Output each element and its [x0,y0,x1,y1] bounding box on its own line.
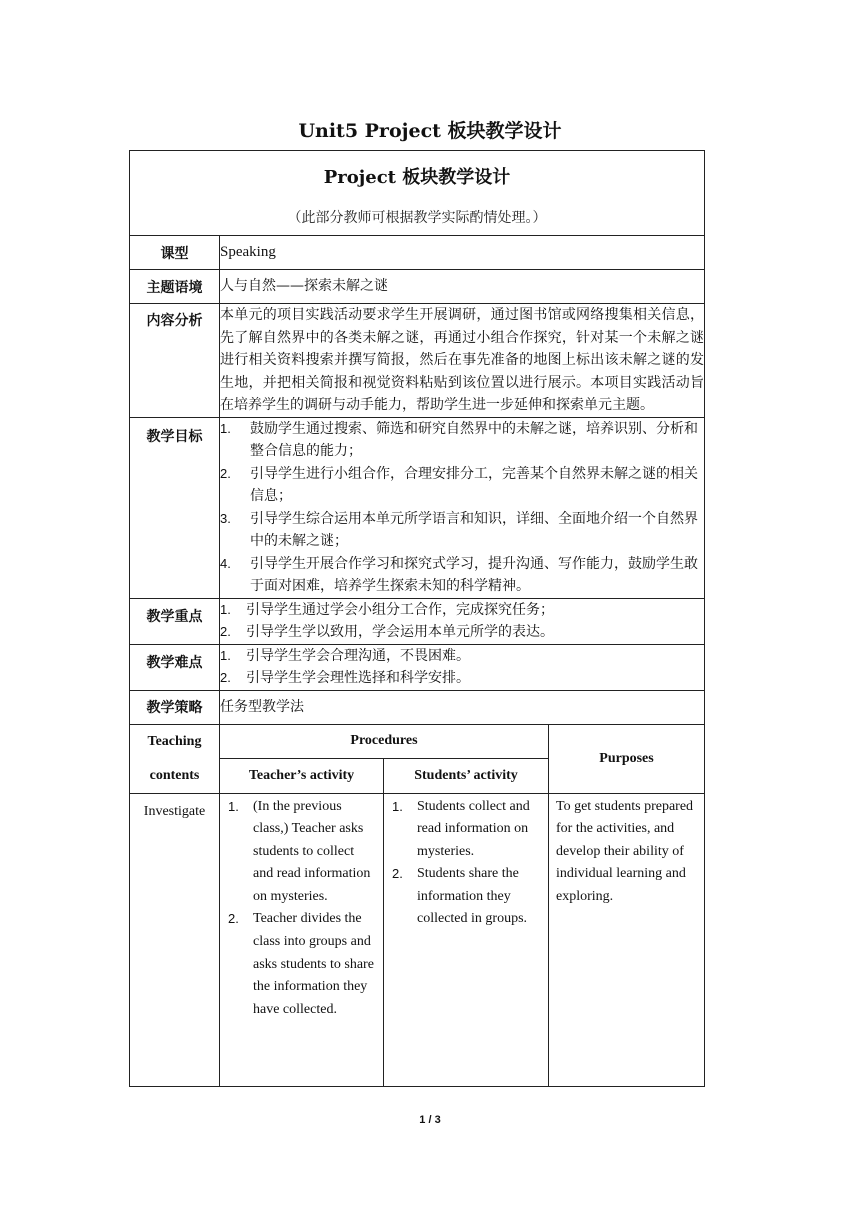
goals-list [220,418,704,598]
content-investigate: Investigate [130,793,220,1086]
row-theme [130,270,705,304]
teacher-activity-list [220,796,377,1022]
key-points-list [220,599,704,644]
list-item: 2. 引导学生学会理性选择和科学安排。 [220,670,470,686]
list-item: 1. Students collect and read information on mysteries. [392,798,530,859]
purpose-cell: To get students prepared for the activities, and develop their ability of individual learning and exploring. [549,793,705,1086]
row-difficulties [130,644,705,690]
list-item: 2. Teacher divides the class into groups and asks students to share the information they have collected. [228,911,374,1017]
procedure-header-row [130,724,705,759]
course-type-value: Speaking [220,236,705,270]
theme-value: 人与自然——探索未解之谜 [220,270,705,304]
header-row [130,151,705,236]
list-item: 3. 引导学生综合运用本单元所学语言和知识，详细、全面地介绍一个自然界中的未解之谜； [220,510,698,549]
difficulties-value [220,644,705,690]
content-analysis-label: 内容分析 [130,304,220,418]
key-points-label: 教学重点 [130,598,220,644]
teacher-activity-header: Teacher’s activity [220,759,384,794]
theme-label: 主题语境 [130,270,220,304]
table-title: Project 板块教学设计 [323,167,511,188]
students-activity-list [384,796,542,932]
list-item: 2. 引导学生进行小组合作，合理安排分工，完善某个自然界未解之谜的相关信息； [220,465,698,504]
list-item: 2. Students share the information they collected in groups. [392,866,528,927]
difficulties-label: 教学难点 [130,644,220,690]
row-key-points [130,598,705,644]
goals-value [220,417,705,598]
row-course-type [130,236,705,270]
list-item: 1. (In the previous class,) Teacher asks students to collect and read information on mysteries. [228,798,371,904]
list-item: 2. 引导学生学以致用，学会运用本单元所学的表达。 [220,624,554,640]
goals-label: 教学目标 [130,417,220,598]
procedures-header: Procedures [220,724,549,759]
strategy-label: 教学策略 [130,690,220,724]
list-item: 1. 鼓励学生通过搜索、筛选和研究自然界中的未解之谜，培养识别、分析和整合信息的能力； [220,420,698,459]
course-type-label: 课型 [130,236,220,270]
students-activity-header: Students’ activity [384,759,549,794]
teaching-contents-header: Teaching contents [130,724,220,793]
list-item: 1. 引导学生学会合理沟通，不畏困难。 [220,647,470,664]
content-analysis-value: 本单元的项目实践活动要求学生开展调研，通过图书馆或网络搜集相关信息，先了解自然界中的各类未解之谜，再通过小组合作探究，针对某一个未解之谜进行相关资料搜索并撰写简报，然后在事先准备的地图上标出该未解之谜的发生地，并把相关简报和视觉资料粘贴到该位置以进行展示。本项目实践活动旨在培养学生的调研与动手能力，帮助学生进一步延伸和探索单元主题。 [220,304,705,418]
difficulties-list [220,645,704,690]
table-subtitle: （此部分教师可根据教学实际酌情处理。） [287,210,547,226]
lesson-plan-table [129,150,705,1087]
list-item: 1. 引导学生通过学会小组分工合作，完成探究任务； [220,601,554,618]
table-row [130,793,705,1086]
row-goals [130,417,705,598]
list-item: 4. 引导学生开展合作学习和探究式学习，提升沟通、写作能力，鼓励学生敢于面对困难，培养学生探索未知的科学精神。 [220,555,698,594]
header-cell [130,151,705,236]
page-number: 1 / 3 [419,1114,441,1126]
row-content-analysis [130,304,705,418]
page-title: Unit5 Project 板块教学设计 [298,120,562,142]
purposes-header: Purposes [549,724,705,793]
students-activity-cell [384,793,549,1086]
strategy-value: 任务型教学法 [220,690,705,724]
teacher-activity-cell [220,793,384,1086]
key-points-value [220,598,705,644]
row-strategy [130,690,705,724]
